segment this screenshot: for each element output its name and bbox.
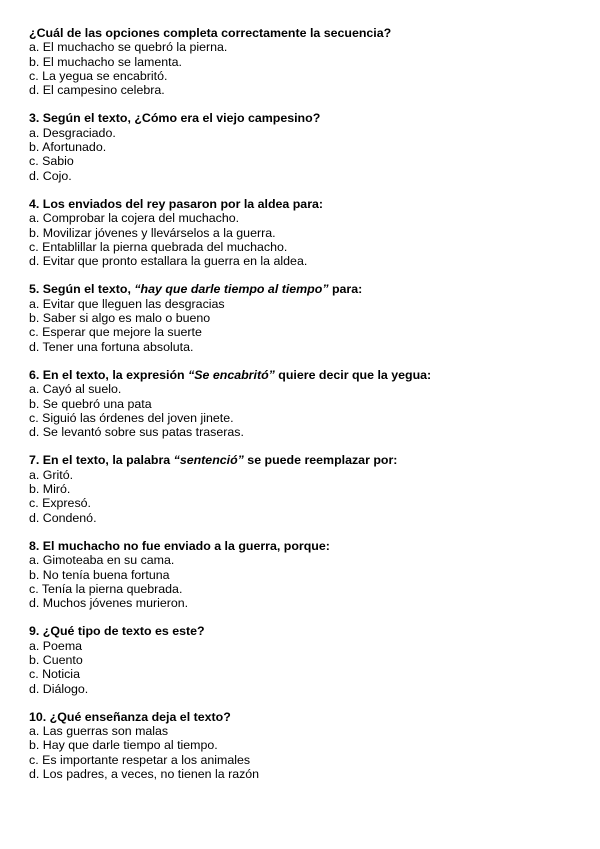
question-prefix: 4. Los enviados del rey pasaron por la aldea para:	[29, 196, 324, 211]
option-a: a. Gritó.	[29, 467, 74, 482]
option-d: d. Los padres, a veces, no tienen la razón	[29, 767, 260, 782]
option-d: d. Muchos jóvenes murieron.	[29, 596, 189, 611]
question-suffix: se puede reemplazar por:	[243, 453, 398, 468]
question-text	[29, 111, 589, 125]
option-a: a. Poema	[29, 638, 83, 653]
question-10	[29, 710, 589, 781]
document-page	[29, 26, 589, 795]
question-text	[29, 453, 589, 467]
option-a: a. Cayó al suelo.	[29, 382, 122, 397]
option-a: a. Comprobar la cojera del muchacho.	[29, 211, 240, 226]
question-8	[29, 539, 589, 610]
option-b: b. Afortunado.	[29, 140, 107, 155]
question-quote: “sentenció”	[173, 453, 244, 468]
question-prefix: 8. El muchacho no fue enviado a la guerra, porque:	[29, 538, 330, 553]
question-text	[29, 282, 589, 296]
option-c: c. La yegua se encabritó.	[29, 68, 168, 83]
question-prefix: 7. En el texto, la palabra	[29, 453, 174, 468]
option-a: a. Gimoteaba en su cama.	[29, 553, 175, 568]
option-a: a. Las guerras son malas	[29, 724, 169, 739]
question-6	[29, 368, 589, 439]
option-d: d. Evitar que pronto estallara la guerra en la aldea.	[29, 254, 308, 269]
question-quote: “Se encabritó”	[188, 367, 275, 382]
question-prefix: 5. Según el texto,	[29, 282, 135, 297]
option-d: d. Condenó.	[29, 510, 97, 525]
option-d: d. Diálogo.	[29, 681, 89, 696]
question-text	[29, 624, 589, 638]
option-c: c. Esperar que mejore la suerte	[29, 325, 202, 340]
option-a: a. El muchacho se quebró la pierna.	[29, 40, 228, 55]
option-c: c. Expresó.	[29, 496, 91, 511]
option-a: a. Evitar que lleguen las desgracias	[29, 296, 225, 311]
question-7	[29, 453, 589, 524]
question-quote: “hay que darle tiempo al tiempo”	[134, 282, 329, 297]
question-prefix: 10. ¿Qué enseñanza deja el texto?	[29, 709, 231, 724]
option-c: c. Siguió las órdenes del joven jinete.	[29, 410, 234, 425]
question-prefix: 3. Según el texto, ¿Cómo era el viejo campesino?	[29, 111, 321, 126]
option-a: a. Desgraciado.	[29, 125, 116, 140]
question-4	[29, 197, 589, 268]
question-prefix: 6. En el texto, la expresión	[29, 367, 189, 382]
option-b: b. Hay que darle tiempo al tiempo.	[29, 738, 218, 753]
question-text	[29, 197, 589, 211]
question-3	[29, 111, 589, 182]
question-sequence	[29, 26, 589, 97]
question-text	[29, 26, 589, 40]
question-text	[29, 539, 589, 553]
option-b: b. Cuento	[29, 652, 83, 667]
option-c: c. Tenía la pierna quebrada.	[29, 581, 183, 596]
option-d: d. Se levantó sobre sus patas traseras.	[29, 425, 244, 440]
option-c: c. Sabio	[29, 154, 74, 169]
question-suffix: para:	[328, 282, 363, 297]
question-text	[29, 710, 589, 724]
question-9	[29, 624, 589, 695]
option-d: d. El campesino celebra.	[29, 83, 165, 98]
option-c: c. Entablillar la pierna quebrada del muchacho.	[29, 239, 288, 254]
option-c: c. Noticia	[29, 667, 80, 682]
option-b: b. Movilizar jóvenes y llevárselos a la guerra.	[29, 225, 276, 240]
option-b: b. Se quebró una pata	[29, 396, 152, 411]
option-b: b. El muchacho se lamenta.	[29, 54, 182, 69]
question-suffix: quiere decir que la yegua:	[274, 367, 432, 382]
question-5	[29, 282, 589, 353]
option-b: b. Miró.	[29, 482, 71, 497]
question-text	[29, 368, 589, 382]
option-d: d. Tener una fortuna absoluta.	[29, 339, 194, 354]
question-prefix: 9. ¿Qué tipo de texto es este?	[29, 624, 205, 639]
question-prefix: ¿Cuál de las opciones completa correctamente la secuencia?	[29, 26, 392, 40]
option-d: d. Cojo.	[29, 168, 72, 183]
option-c: c. Es importante respetar a los animales	[29, 752, 251, 767]
option-b: b. No tenía buena fortuna	[29, 567, 170, 582]
option-b: b. Saber si algo es malo o bueno	[29, 311, 211, 326]
